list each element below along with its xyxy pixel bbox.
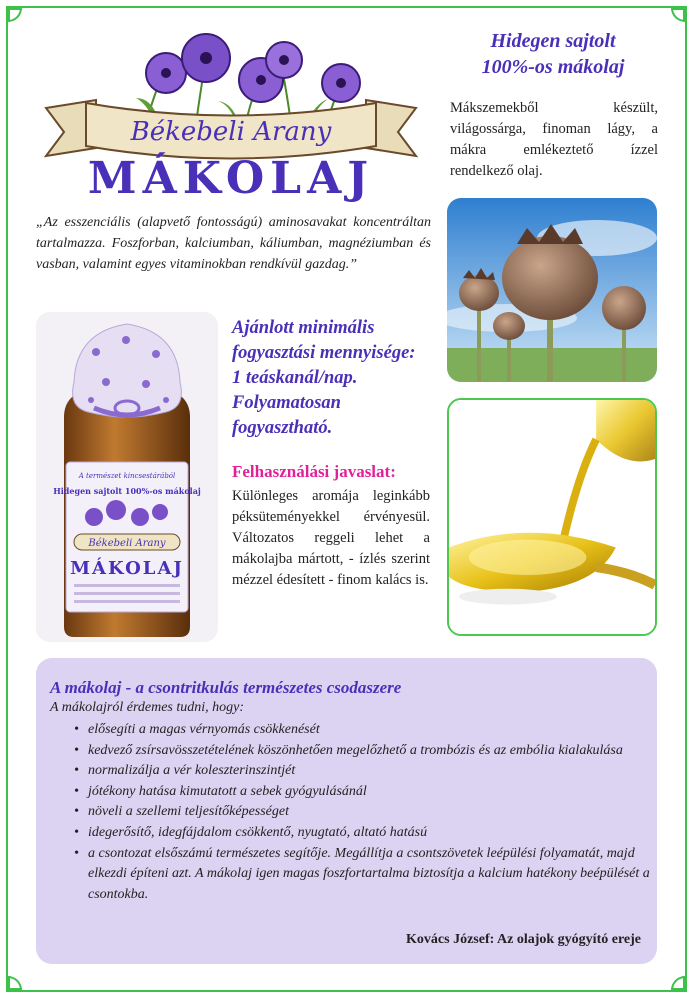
list-item: • a csontozat elsőszámú természetes segítője. Megállítja a csontszövetek leépülési folyamatát, majd elkezdi építeni azt. A mákolaj igen magas foszfortartalma biztosítja a kalcium hatékony beépülését a csontokba. bbox=[78, 844, 658, 906]
logo-brand-text: Békebeli Arany bbox=[130, 117, 332, 147]
dose-recommendation bbox=[232, 316, 432, 441]
intro-text: Mákszemekből készült, világossárga, finoman lágy, a mákra emlékeztető ízzel rendelkező olaj. bbox=[450, 100, 658, 179]
list-item: • kedvező zsírsavösszetételének köszönhetően megelőzhető a trombózis és az embólia kialakulása bbox=[78, 741, 658, 762]
heading-cold-pressed bbox=[448, 28, 658, 80]
brand-logo bbox=[36, 28, 426, 203]
list-item: • jótékony hatása kimutatott a sebek gyógyulásánál bbox=[78, 782, 658, 803]
source-credit: Kovács József: Az olajok gyógyító ereje bbox=[406, 932, 641, 947]
heading-line-1: Hidegen sajtolt bbox=[490, 30, 616, 52]
quote-text: „Az esszenciális (alapvető fontosságú) aminosavakat koncentráltan tartalmazza. Foszforban, kalciumban, káliumban, magnéziumban és vasban, valamint egyes vitaminokban rendkívül gazdag.” bbox=[36, 215, 431, 272]
heading-line-2: 100%-os mákolaj bbox=[481, 56, 625, 78]
list-item: • idegerősítő, idegfájdalom csökkentő, nyugtató, altató hatású bbox=[78, 823, 658, 844]
dose-line-3: Folyamatosan fogyasztható. bbox=[232, 393, 341, 438]
logo-product-text: MÁKOLAJ bbox=[87, 153, 375, 203]
product-bottle-photo bbox=[36, 312, 218, 642]
panel-title: A mákolaj - a csontritkulás természetes csodaszere bbox=[50, 678, 402, 697]
benefits-list bbox=[66, 720, 658, 905]
list-item: • növeli a szellemi teljesítőképességet bbox=[78, 802, 658, 823]
bottle-label-product: MÁKOLAJ bbox=[70, 558, 184, 579]
benefits-panel bbox=[36, 658, 657, 964]
panel-intro: A mákolajról érdemes tudni, hogy: bbox=[50, 700, 245, 715]
dose-line-1: Ajánlott minimális fogyasztási mennyisége: bbox=[232, 318, 416, 363]
oil-pouring-photo bbox=[447, 398, 657, 636]
bottle-label-top: A természet kincsestárából bbox=[78, 472, 176, 480]
poppy-pods-photo bbox=[447, 198, 657, 382]
list-item: • elősegíti a magas vérnyomás csökkenését bbox=[78, 720, 658, 741]
dose-line-2: 1 teáskanál/nap. bbox=[232, 368, 358, 388]
border-corner bbox=[671, 8, 685, 22]
border-corner bbox=[8, 976, 22, 990]
list-item: • normalizálja a vér koleszterinszintjét bbox=[78, 761, 658, 782]
bottle-label-subtitle: Hidegen sajtolt 100%-os mákolaj bbox=[53, 486, 201, 496]
usage-text: Különleges aromája leginkább péksüteményekkel érvényesül. Változatos reggeli lehet a mákolajba mártott, - ízlés szerint mézzel édesített - finom kalács is. bbox=[232, 488, 430, 588]
bottle-label-brand: Békebeli Arany bbox=[88, 538, 166, 549]
usage-title: Felhasználási javaslat: bbox=[232, 462, 396, 481]
border-corner bbox=[8, 8, 22, 22]
border-corner bbox=[671, 976, 685, 990]
